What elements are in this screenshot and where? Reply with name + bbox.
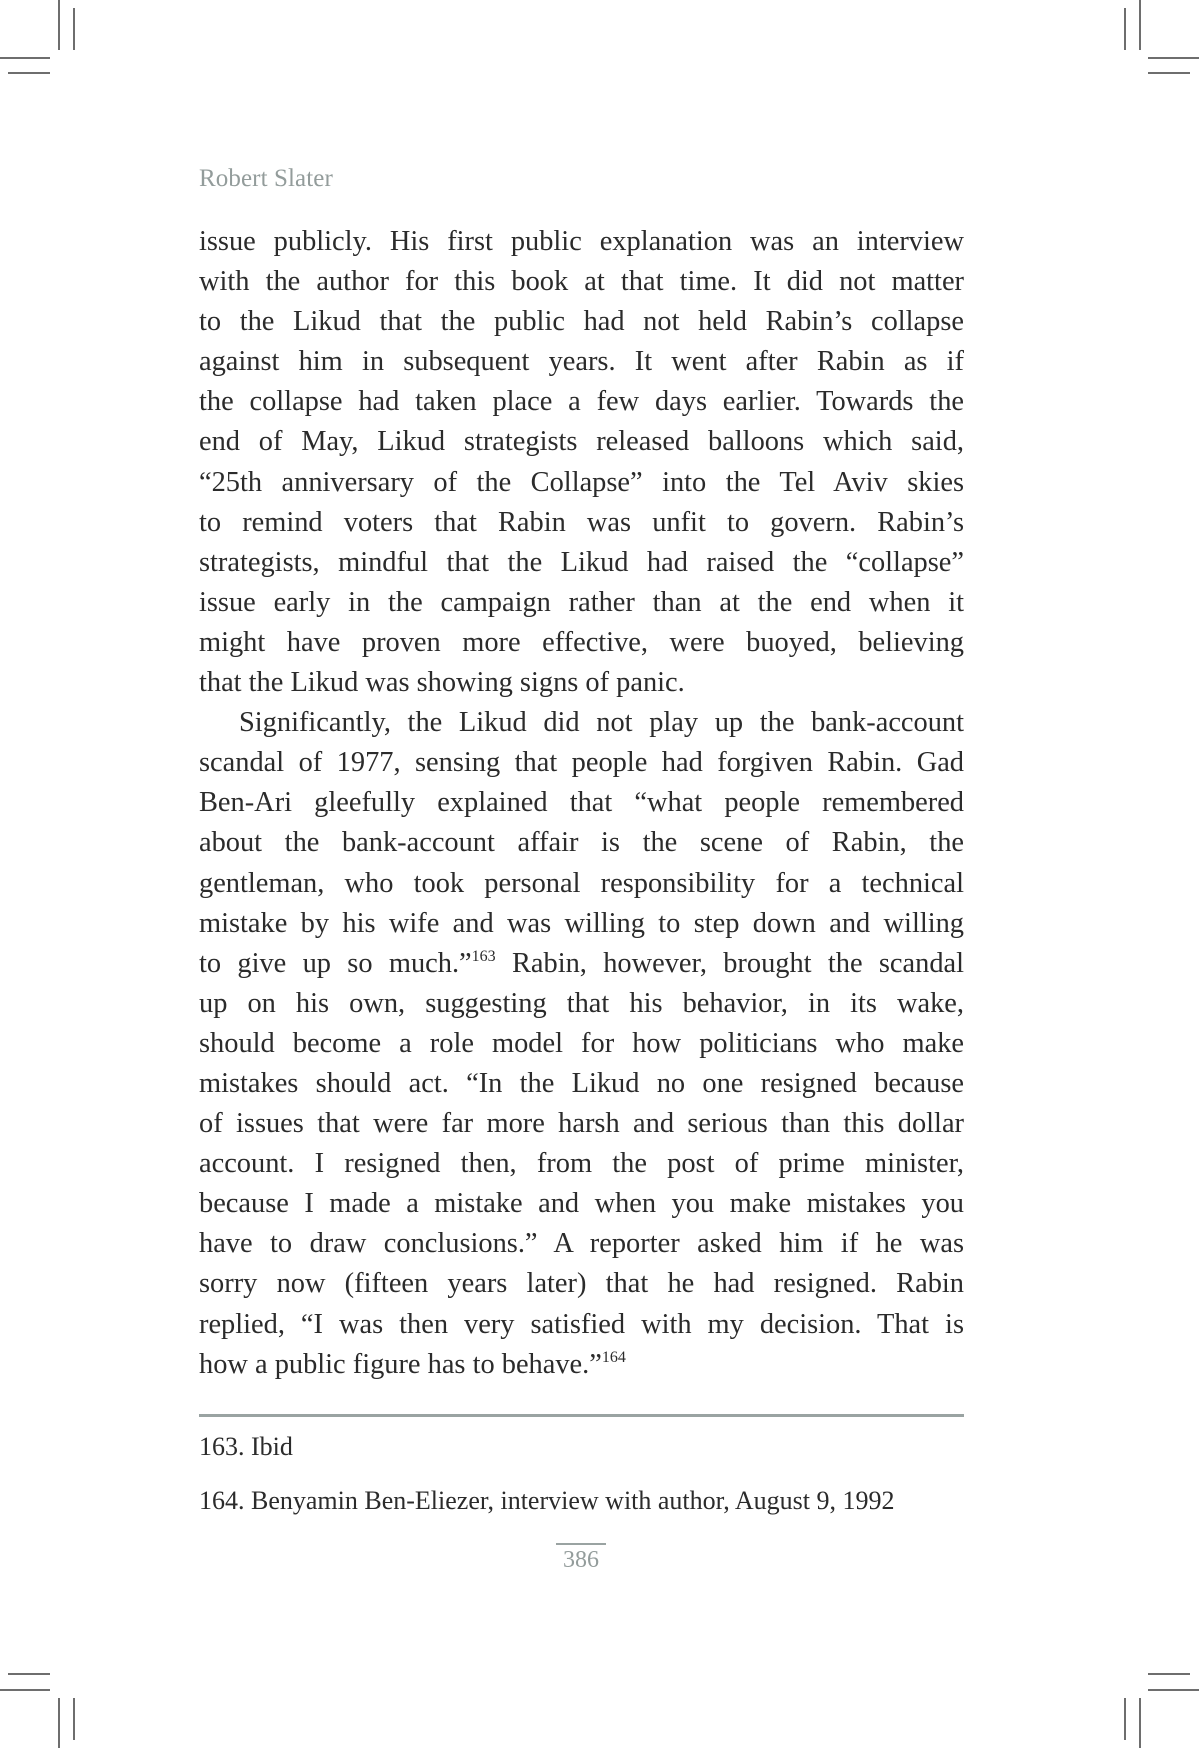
crop-mark-top-left-h1: [0, 57, 50, 59]
text-line: that the Likud was showing signs of panic.: [199, 667, 685, 699]
crop-mark-top-right-v2: [1139, 0, 1141, 50]
text-fragment: how a public figure has to behave.”: [199, 1348, 602, 1380]
text-line: replied, “I was then very satisfied with my decision. That is: [199, 1308, 964, 1340]
text-line: issue publicly. His first public explanation was an interview: [199, 226, 964, 257]
crop-mark-bottom-right-h1: [1148, 1673, 1190, 1675]
paragraph-2: [199, 703, 964, 1385]
crop-mark-top-left-v1: [58, 0, 60, 50]
text-line: should become a role model for how politicians who make: [199, 1027, 964, 1059]
text-line: sorry now (fifteen years later) that he had resigned. Rabin: [199, 1268, 964, 1300]
text-line: against him in subsequent years. It went after Rabin as if: [199, 346, 964, 378]
footnote-divider: [199, 1414, 964, 1417]
text-line: have to draw conclusions.” A reporter asked him if he was: [199, 1228, 964, 1260]
text-line: scandal of 1977, sensing that people had forgiven Rabin. Gad: [199, 747, 964, 779]
crop-mark-bottom-left-h2: [0, 1689, 50, 1691]
text-line: Significantly, the Likud did not play up the bank-account: [239, 707, 964, 739]
text-line: account. I resigned then, from the post of prime minister,: [199, 1148, 964, 1180]
text-line: end of May, Likud strategists released balloons which said,: [199, 426, 964, 458]
crop-mark-bottom-left-v2: [73, 1698, 75, 1740]
crop-mark-top-left-h2: [8, 72, 50, 74]
crop-mark-bottom-right-h2: [1148, 1689, 1199, 1691]
crop-mark-top-right-h2: [1148, 72, 1190, 74]
text-line: the collapse had taken place a few days earlier. Towards the: [199, 386, 964, 418]
text-line: to remind voters that Rabin was unfit to govern. Rabin’s: [199, 506, 964, 538]
crop-mark-top-left-v2: [73, 8, 75, 50]
text-line: “25th anniversary of the Collapse” into the Tel Aviv skies: [199, 466, 964, 498]
text-line: because I made a mistake and when you make mistakes you: [199, 1188, 964, 1220]
paragraph-1: [199, 222, 964, 703]
crop-mark-bottom-right-v2: [1139, 1698, 1141, 1748]
text-line: about the bank-account affair is the scene of Rabin, the: [199, 827, 964, 859]
text-line: strategists, mindful that the Likud had raised the “collapse”: [199, 546, 964, 578]
text-line: issue early in the campaign rather than at the end when it: [199, 586, 964, 618]
text-line: with the author for this book at that time. It did not matter: [199, 266, 964, 298]
text-line: Ben-Ari gleefully explained that “what people remembered: [199, 787, 964, 819]
crop-mark-bottom-right-v1: [1124, 1698, 1126, 1740]
text-fragment: to give up so much.”: [199, 947, 472, 979]
text-line: gentleman, who took personal responsibility for a technical: [199, 867, 964, 899]
text-fragment: Rabin, however, brought the scandal: [495, 947, 964, 979]
crop-mark-top-right-h1: [1148, 57, 1199, 59]
footnote-164: 164. Benyamin Ben-Eliezer, interview with author, August 9, 1992: [199, 1486, 895, 1515]
text-line: [199, 1345, 964, 1385]
footnote-ref-164[interactable]: 164: [601, 1348, 626, 1366]
page-number: 386: [556, 1543, 606, 1574]
running-head: Robert Slater: [199, 165, 333, 192]
text-line: to the Likud that the public had not held Rabin’s collapse: [199, 306, 964, 338]
footnote-163: 163. Ibid: [199, 1432, 293, 1461]
text-line: of issues that were far more harsh and serious than this dollar: [199, 1108, 964, 1140]
text-line: up on his own, suggesting that his behavior, in its wake,: [199, 987, 964, 1019]
text-line: mistakes should act. “In the Likud no one resigned because: [199, 1067, 964, 1099]
footnote-ref-163[interactable]: 163: [471, 947, 496, 965]
text-line: [199, 944, 964, 984]
text-line: might have proven more effective, were buoyed, believing: [199, 626, 964, 658]
text-line: mistake by his wife and was willing to step down and willing: [199, 907, 964, 939]
body-text: [199, 222, 964, 1385]
crop-mark-top-right-v1: [1124, 8, 1126, 50]
crop-mark-bottom-left-h1: [8, 1673, 50, 1675]
crop-mark-bottom-left-v1: [58, 1698, 60, 1748]
